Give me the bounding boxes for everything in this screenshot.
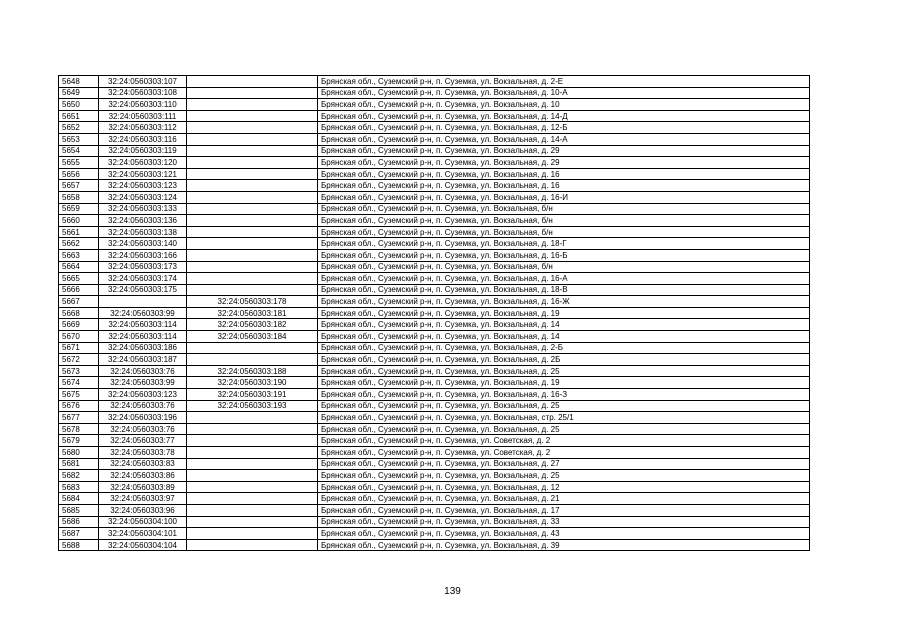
row-number-cell: 5680 <box>59 447 99 459</box>
address-cell: Брянская обл., Суземский р-н, п. Суземка, ул. Вокзальная, д. 12-Б <box>318 122 810 134</box>
address-cell: Брянская обл., Суземский р-н, п. Суземка, ул. Вокзальная, д. 16 <box>318 168 810 180</box>
address-cell: Брянская обл., Суземский р-н, п. Суземка, ул. Вокзальная, д. 43 <box>318 528 810 540</box>
table-row <box>59 319 810 331</box>
related-cadastral-number-cell <box>187 110 318 122</box>
related-cadastral-number-cell <box>187 99 318 111</box>
table-row <box>59 458 810 470</box>
registry-table-body <box>59 76 810 551</box>
table-row <box>59 539 810 551</box>
cadastral-number-cell: 32:24:0560304:101 <box>99 528 187 540</box>
related-cadastral-number-cell <box>187 470 318 482</box>
row-number-cell: 5676 <box>59 400 99 412</box>
table-row <box>59 504 810 516</box>
row-number-cell: 5686 <box>59 516 99 528</box>
table-row <box>59 273 810 285</box>
related-cadastral-number-cell <box>187 249 318 261</box>
row-number-cell: 5653 <box>59 133 99 145</box>
table-row <box>59 99 810 111</box>
address-cell: Брянская обл., Суземский р-н, п. Суземка, ул. Вокзальная, д. 29 <box>318 145 810 157</box>
cadastral-number-cell: 32:24:0560303:174 <box>99 273 187 285</box>
related-cadastral-number-cell: 32:24:0560303:188 <box>187 365 318 377</box>
row-number-cell: 5650 <box>59 99 99 111</box>
row-number-cell: 5659 <box>59 203 99 215</box>
cadastral-number-cell: 32:24:0560303:76 <box>99 423 187 435</box>
address-cell: Брянская обл., Суземский р-н, п. Суземка, ул. Вокзальная, д. 12 <box>318 481 810 493</box>
table-row <box>59 284 810 296</box>
related-cadastral-number-cell <box>187 481 318 493</box>
table-row <box>59 423 810 435</box>
row-number-cell: 5666 <box>59 284 99 296</box>
cadastral-number-cell: 32:24:0560303:166 <box>99 249 187 261</box>
cadastral-number-cell: 32:24:0560303:111 <box>99 110 187 122</box>
cadastral-number-cell: 32:24:0560303:175 <box>99 284 187 296</box>
table-row <box>59 400 810 412</box>
cadastral-number-cell: 32:24:0560303:89 <box>99 481 187 493</box>
address-cell: Брянская обл., Суземский р-н, п. Суземка, ул. Вокзальная, б/н <box>318 226 810 238</box>
cadastral-number-cell: 32:24:0560303:114 <box>99 331 187 343</box>
related-cadastral-number-cell: 32:24:0560303:184 <box>187 331 318 343</box>
table-row <box>59 261 810 273</box>
address-cell: Брянская обл., Суземский р-н, п. Суземка, ул. Вокзальная, д. 2-Е <box>318 76 810 88</box>
cadastral-number-cell: 32:24:0560303:114 <box>99 319 187 331</box>
table-row <box>59 157 810 169</box>
table-row <box>59 389 810 401</box>
related-cadastral-number-cell <box>187 168 318 180</box>
address-cell: Брянская обл., Суземский р-н, п. Суземка, ул. Вокзальная, д. 16-Б <box>318 249 810 261</box>
cadastral-number-cell: 32:24:0560303:86 <box>99 470 187 482</box>
table-row <box>59 331 810 343</box>
related-cadastral-number-cell <box>187 133 318 145</box>
address-cell: Брянская обл., Суземский р-н, п. Суземка, ул. Вокзальная, д. 18-Г <box>318 238 810 250</box>
related-cadastral-number-cell <box>187 215 318 227</box>
table-row <box>59 342 810 354</box>
cadastral-number-cell: 32:24:0560303:107 <box>99 76 187 88</box>
row-number-cell: 5660 <box>59 215 99 227</box>
related-cadastral-number-cell <box>187 180 318 192</box>
address-cell: Брянская обл., Суземский р-н, п. Суземка, ул. Вокзальная, д. 10-А <box>318 87 810 99</box>
address-cell: Брянская обл., Суземский р-н, п. Суземка, ул. Вокзальная, д. 2Б <box>318 354 810 366</box>
address-cell: Брянская обл., Суземский р-н, п. Суземка, ул. Вокзальная, д. 19 <box>318 377 810 389</box>
related-cadastral-number-cell: 32:24:0560303:178 <box>187 296 318 308</box>
row-number-cell: 5663 <box>59 249 99 261</box>
related-cadastral-number-cell <box>187 273 318 285</box>
related-cadastral-number-cell <box>187 157 318 169</box>
cadastral-number-cell: 32:24:0560304:100 <box>99 516 187 528</box>
related-cadastral-number-cell <box>187 539 318 551</box>
address-cell: Брянская обл., Суземский р-н, п. Суземка, ул. Вокзальная, д. 25 <box>318 365 810 377</box>
row-number-cell: 5669 <box>59 319 99 331</box>
table-row <box>59 180 810 192</box>
related-cadastral-number-cell <box>187 435 318 447</box>
cadastral-number-cell: 32:24:0560303:136 <box>99 215 187 227</box>
row-number-cell: 5655 <box>59 157 99 169</box>
row-number-cell: 5652 <box>59 122 99 134</box>
row-number-cell: 5664 <box>59 261 99 273</box>
address-cell: Брянская обл., Суземский р-н, п. Суземка, ул. Вокзальная, д. 10 <box>318 99 810 111</box>
registry-table <box>58 75 810 551</box>
row-number-cell: 5685 <box>59 504 99 516</box>
row-number-cell: 5658 <box>59 191 99 203</box>
related-cadastral-number-cell <box>187 191 318 203</box>
page-number: 139 <box>444 586 461 597</box>
cadastral-number-cell: 32:24:0560303:76 <box>99 365 187 377</box>
cadastral-number-cell: 32:24:0560303:78 <box>99 447 187 459</box>
related-cadastral-number-cell <box>187 504 318 516</box>
related-cadastral-number-cell <box>187 458 318 470</box>
cadastral-number-cell: 32:24:0560303:96 <box>99 504 187 516</box>
table-row <box>59 215 810 227</box>
cadastral-number-cell: 32:24:0560303:121 <box>99 168 187 180</box>
address-cell: Брянская обл., Суземский р-н, п. Суземка, ул. Вокзальная, д. 2-Б <box>318 342 810 354</box>
cadastral-number-cell: 32:24:0560304:104 <box>99 539 187 551</box>
cadastral-number-cell: 32:24:0560303:196 <box>99 412 187 424</box>
related-cadastral-number-cell <box>187 226 318 238</box>
address-cell: Брянская обл., Суземский р-н, п. Суземка, ул. Вокзальная, д. 16-З <box>318 389 810 401</box>
row-number-cell: 5682 <box>59 470 99 482</box>
cadastral-number-cell: 32:24:0560303:187 <box>99 354 187 366</box>
table-row <box>59 168 810 180</box>
row-number-cell: 5679 <box>59 435 99 447</box>
address-cell: Брянская обл., Суземский р-н, п. Суземка, ул. Вокзальная, д. 16-Ж <box>318 296 810 308</box>
address-cell: Брянская обл., Суземский р-н, п. Суземка, ул. Советская, д. 2 <box>318 447 810 459</box>
related-cadastral-number-cell: 32:24:0560303:181 <box>187 307 318 319</box>
related-cadastral-number-cell <box>187 122 318 134</box>
related-cadastral-number-cell: 32:24:0560303:182 <box>187 319 318 331</box>
related-cadastral-number-cell <box>187 354 318 366</box>
row-number-cell: 5688 <box>59 539 99 551</box>
row-number-cell: 5649 <box>59 87 99 99</box>
table-row <box>59 516 810 528</box>
row-number-cell: 5687 <box>59 528 99 540</box>
address-cell: Брянская обл., Суземский р-н, п. Суземка, ул. Вокзальная, д. 14-Д <box>318 110 810 122</box>
address-cell: Брянская обл., Суземский р-н, п. Суземка, ул. Вокзальная, б/н <box>318 215 810 227</box>
cadastral-number-cell: 32:24:0560303:140 <box>99 238 187 250</box>
cadastral-number-cell: 32:24:0560303:119 <box>99 145 187 157</box>
address-cell: Брянская обл., Суземский р-н, п. Суземка, ул. Вокзальная, д. 21 <box>318 493 810 505</box>
row-number-cell: 5656 <box>59 168 99 180</box>
table-row <box>59 191 810 203</box>
cadastral-number-cell: 32:24:0560303:76 <box>99 400 187 412</box>
cadastral-number-cell: 32:24:0560303:123 <box>99 180 187 192</box>
table-row <box>59 447 810 459</box>
table-row <box>59 481 810 493</box>
address-cell: Брянская обл., Суземский р-н, п. Суземка, ул. Вокзальная, д. 14 <box>318 319 810 331</box>
table-row <box>59 354 810 366</box>
cadastral-number-cell: 32:24:0560303:123 <box>99 389 187 401</box>
table-row <box>59 76 810 88</box>
cadastral-number-cell <box>99 296 187 308</box>
row-number-cell: 5675 <box>59 389 99 401</box>
row-number-cell: 5673 <box>59 365 99 377</box>
row-number-cell: 5674 <box>59 377 99 389</box>
row-number-cell: 5654 <box>59 145 99 157</box>
related-cadastral-number-cell <box>187 493 318 505</box>
related-cadastral-number-cell <box>187 342 318 354</box>
address-cell: Брянская обл., Суземский р-н, п. Суземка, ул. Вокзальная, д. 18-В <box>318 284 810 296</box>
address-cell: Брянская обл., Суземский р-н, п. Суземка, ул. Вокзальная, д. 17 <box>318 504 810 516</box>
cadastral-number-cell: 32:24:0560303:110 <box>99 99 187 111</box>
table-row <box>59 377 810 389</box>
related-cadastral-number-cell <box>187 238 318 250</box>
address-cell: Брянская обл., Суземский р-н, п. Суземка, ул. Вокзальная, д. 27 <box>318 458 810 470</box>
cadastral-number-cell: 32:24:0560303:138 <box>99 226 187 238</box>
table-row <box>59 435 810 447</box>
row-number-cell: 5667 <box>59 296 99 308</box>
related-cadastral-number-cell <box>187 145 318 157</box>
cadastral-number-cell: 32:24:0560303:186 <box>99 342 187 354</box>
table-row <box>59 203 810 215</box>
row-number-cell: 5651 <box>59 110 99 122</box>
address-cell: Брянская обл., Суземский р-н, п. Суземка, ул. Вокзальная, д. 16-И <box>318 191 810 203</box>
table-row <box>59 238 810 250</box>
address-cell: Брянская обл., Суземский р-н, п. Суземка, ул. Вокзальная, д. 16 <box>318 180 810 192</box>
cadastral-number-cell: 32:24:0560303:97 <box>99 493 187 505</box>
table-row <box>59 493 810 505</box>
address-cell: Брянская обл., Суземский р-н, п. Суземка, ул. Вокзальная, стр. 25/1 <box>318 412 810 424</box>
row-number-cell: 5678 <box>59 423 99 435</box>
table-row <box>59 226 810 238</box>
cadastral-number-cell: 32:24:0560303:112 <box>99 122 187 134</box>
cadastral-number-cell: 32:24:0560303:173 <box>99 261 187 273</box>
related-cadastral-number-cell: 32:24:0560303:190 <box>187 377 318 389</box>
row-number-cell: 5648 <box>59 76 99 88</box>
cadastral-number-cell: 32:24:0560303:99 <box>99 307 187 319</box>
address-cell: Брянская обл., Суземский р-н, п. Суземка, ул. Вокзальная, д. 14 <box>318 331 810 343</box>
address-cell: Брянская обл., Суземский р-н, п. Суземка, ул. Вокзальная, д. 39 <box>318 539 810 551</box>
cadastral-number-cell: 32:24:0560303:108 <box>99 87 187 99</box>
table-row <box>59 145 810 157</box>
address-cell: Брянская обл., Суземский р-н, п. Суземка, ул. Вокзальная, д. 29 <box>318 157 810 169</box>
related-cadastral-number-cell <box>187 516 318 528</box>
address-cell: Брянская обл., Суземский р-н, п. Суземка, ул. Вокзальная, д. 25 <box>318 423 810 435</box>
related-cadastral-number-cell <box>187 76 318 88</box>
table-row <box>59 307 810 319</box>
related-cadastral-number-cell: 32:24:0560303:191 <box>187 389 318 401</box>
address-cell: Брянская обл., Суземский р-н, п. Суземка, ул. Вокзальная, д. 14-А <box>318 133 810 145</box>
table-row <box>59 296 810 308</box>
cadastral-number-cell: 32:24:0560303:116 <box>99 133 187 145</box>
table-row <box>59 133 810 145</box>
cadastral-number-cell: 32:24:0560303:124 <box>99 191 187 203</box>
related-cadastral-number-cell <box>187 423 318 435</box>
cadastral-number-cell: 32:24:0560303:133 <box>99 203 187 215</box>
row-number-cell: 5668 <box>59 307 99 319</box>
table-row <box>59 528 810 540</box>
cadastral-number-cell: 32:24:0560303:77 <box>99 435 187 447</box>
related-cadastral-number-cell <box>187 203 318 215</box>
row-number-cell: 5665 <box>59 273 99 285</box>
cadastral-number-cell: 32:24:0560303:99 <box>99 377 187 389</box>
address-cell: Брянская обл., Суземский р-н, п. Суземка, ул. Вокзальная, д. 16-А <box>318 273 810 285</box>
row-number-cell: 5677 <box>59 412 99 424</box>
related-cadastral-number-cell <box>187 284 318 296</box>
address-cell: Брянская обл., Суземский р-н, п. Суземка, ул. Вокзальная, д. 25 <box>318 400 810 412</box>
cadastral-number-cell: 32:24:0560303:120 <box>99 157 187 169</box>
address-cell: Брянская обл., Суземский р-н, п. Суземка, ул. Советская, д. 2 <box>318 435 810 447</box>
address-cell: Брянская обл., Суземский р-н, п. Суземка, ул. Вокзальная, д. 25 <box>318 470 810 482</box>
address-cell: Брянская обл., Суземский р-н, п. Суземка, ул. Вокзальная, б/н <box>318 261 810 273</box>
cadastral-number-cell: 32:24:0560303:83 <box>99 458 187 470</box>
row-number-cell: 5681 <box>59 458 99 470</box>
related-cadastral-number-cell <box>187 447 318 459</box>
table-row <box>59 249 810 261</box>
row-number-cell: 5670 <box>59 331 99 343</box>
table-row <box>59 412 810 424</box>
row-number-cell: 5661 <box>59 226 99 238</box>
related-cadastral-number-cell <box>187 528 318 540</box>
row-number-cell: 5683 <box>59 481 99 493</box>
related-cadastral-number-cell <box>187 412 318 424</box>
related-cadastral-number-cell <box>187 87 318 99</box>
table-row <box>59 110 810 122</box>
table-row <box>59 365 810 377</box>
address-cell: Брянская обл., Суземский р-н, п. Суземка, ул. Вокзальная, б/н <box>318 203 810 215</box>
address-cell: Брянская обл., Суземский р-н, п. Суземка, ул. Вокзальная, д. 19 <box>318 307 810 319</box>
address-cell: Брянская обл., Суземский р-н, п. Суземка, ул. Вокзальная, д. 33 <box>318 516 810 528</box>
related-cadastral-number-cell <box>187 261 318 273</box>
row-number-cell: 5657 <box>59 180 99 192</box>
table-row <box>59 470 810 482</box>
row-number-cell: 5672 <box>59 354 99 366</box>
related-cadastral-number-cell: 32:24:0560303:193 <box>187 400 318 412</box>
table-row <box>59 122 810 134</box>
row-number-cell: 5662 <box>59 238 99 250</box>
row-number-cell: 5684 <box>59 493 99 505</box>
row-number-cell: 5671 <box>59 342 99 354</box>
table-row <box>59 87 810 99</box>
